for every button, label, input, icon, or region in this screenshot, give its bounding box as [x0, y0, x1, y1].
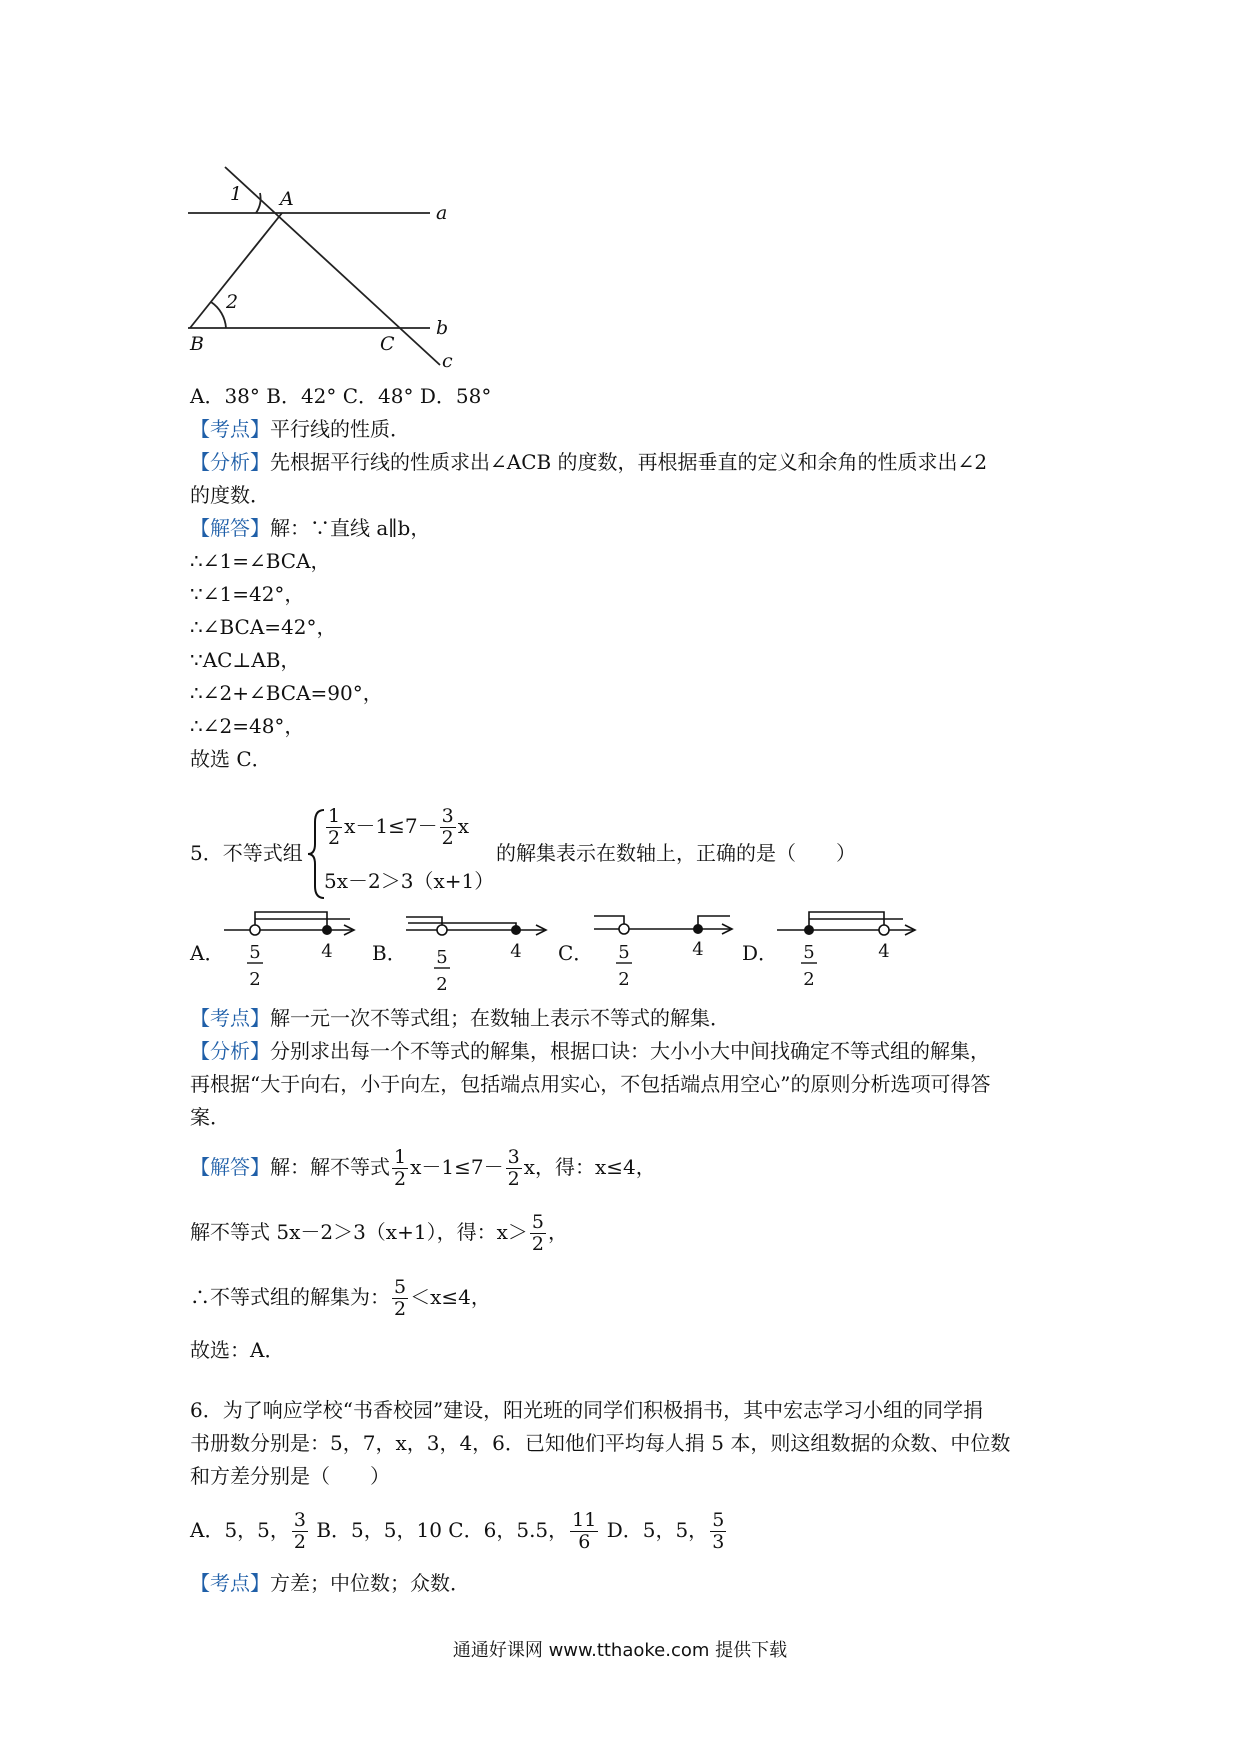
q6-kaodian: 【考点】方差；中位数；众数． [190, 1571, 470, 1595]
q4-options: A．38° B．42° C．48° D．58° [190, 384, 492, 408]
tick-4: 4 [692, 939, 704, 960]
page-footer: 通通好课网 www.tthaoke.com 提供下载 [452, 1640, 788, 1661]
q5-fenxi: 【分析】分别求出每一个不等式的解集，根据口诀：大小小大中间找确定不等式组的解集， [190, 1039, 990, 1063]
tick-4: 4 [321, 941, 333, 962]
option-label-b: B． [372, 941, 407, 965]
kaodian-tag: 【考点】 [190, 1006, 270, 1030]
jieda-text: 解：∵直线 a∥b， [270, 516, 431, 540]
q5-solution-3: ∴不等式组的解集为： $\frac{5}{2}$ ＜x≤4， [190, 1276, 491, 1320]
kaodian-tag: 【考点】 [190, 417, 270, 441]
inequality-1: $\frac{1}{2}$ x－1≤7－ $\frac{3}{2}$ x [328, 805, 469, 849]
label-angle-1: 1 [230, 183, 243, 205]
q4-step: ∵∠1=42°， [190, 582, 305, 606]
q4-fenxi [190, 449, 987, 475]
tick-frac-den: 2 [803, 969, 815, 990]
q4-step: ∵AC⊥AB， [190, 648, 301, 672]
q5-solution-2: 解不等式 5x－2＞3（x+1），得：x＞ $\frac{5}{2}$ ， [190, 1211, 568, 1255]
q5-prefix: 5．不等式组 [190, 841, 303, 865]
q5-kaodian: 【考点】解一元一次不等式组；在数轴上表示不等式的解集． [190, 1006, 730, 1030]
label-line-b: b [436, 317, 449, 339]
q5-answer: 故选：A． [190, 1338, 285, 1362]
jieda-tag: 【解答】 [190, 1155, 270, 1179]
q4-kaodian [190, 416, 410, 442]
fraction: $\frac{5}{2}$ [531, 1211, 544, 1255]
fraction: $\frac{11}{6}$ [572, 1509, 597, 1553]
tick-frac-den: 2 [249, 969, 261, 990]
option-label-d: D． [742, 941, 779, 965]
q5-solution-1: 【解答】解：解不等式 $\frac{1}{2}$ x－1≤7－ $\frac{3}{2}$ x，得：x≤4， [190, 1146, 656, 1190]
option-label-c: C． [558, 941, 594, 965]
numberline-option-d [775, 905, 925, 995]
tick-4: 4 [510, 941, 522, 962]
fraction: $\frac{3}{2}$ [441, 805, 454, 849]
q5-fenxi-cont: 再根据“大于向右，小于向左，包括端点用实心，不包括端点用空心”的原则分析选项可得答 [190, 1072, 991, 1096]
q4-step: ∴∠2+∠BCA=90°， [190, 681, 383, 705]
q4-step: ∴∠BCA=42°， [190, 615, 337, 639]
tick-4: 4 [878, 941, 890, 962]
fraction: $\frac{3}{2}$ [507, 1146, 520, 1190]
fenxi-text: 先根据平行线的性质求出∠ACB 的度数，再根据垂直的定义和余角的性质求出∠2 [270, 450, 988, 474]
numberline-option-c [592, 905, 742, 995]
q6-stem-3: 和方差分别是（ ） [190, 1464, 390, 1488]
numberline-option-b [404, 905, 554, 995]
jieda-tag: 【解答】 [190, 516, 270, 540]
kaodian-text: 平行线的性质． [270, 417, 410, 441]
q5-suffix: 的解集表示在数轴上，正确的是（ ） [496, 841, 856, 865]
tick-frac-den: 2 [436, 974, 448, 995]
tick-frac-num: 5 [803, 942, 815, 963]
fenxi-tag: 【分析】 [190, 1039, 270, 1063]
fraction: $\frac{5}{3}$ [712, 1509, 725, 1553]
fraction: $\frac{5}{2}$ [394, 1276, 407, 1320]
numberline-option-a [222, 905, 362, 995]
inequality-2: 5x－2＞3（x+1） [324, 869, 495, 893]
q4-answer: 故选 C． [190, 747, 272, 771]
tick-frac-num: 5 [436, 947, 448, 968]
q4-step: ∴∠2=48°， [190, 714, 305, 738]
q6-stem-2: 书册数分别是：5，7，x，3，4，6．已知他们平均每人捐 5 本，则这组数据的众数、中位数 [190, 1431, 1011, 1455]
label-point-a: A [280, 188, 294, 210]
label-angle-2: 2 [226, 291, 239, 313]
fraction: $\frac{3}{2}$ [293, 1509, 306, 1553]
fraction: $\frac{1}{2}$ [328, 805, 341, 849]
label-line-a: a [436, 202, 448, 224]
q5-fenxi-end: 案． [190, 1105, 230, 1129]
label-point-b: B [190, 333, 204, 355]
label-point-c: C [380, 333, 395, 355]
tick-frac-den: 2 [618, 969, 630, 990]
tick-frac-num: 5 [249, 942, 261, 963]
option-label-a: A． [190, 941, 225, 965]
fraction: $\frac{1}{2}$ [394, 1146, 407, 1190]
q4-step: ∴∠1=∠BCA， [190, 549, 331, 573]
q4-jieda [190, 515, 430, 541]
parallel-lines-figure [180, 155, 480, 370]
q4-fenxi-cont: 的度数． [190, 483, 270, 507]
fenxi-tag: 【分析】 [190, 450, 270, 474]
q6-options: A．5，5， $\frac{3}{2}$ B．5，5，10 C．6，5.5， $\frac{11}{6}$ D．5，5， $\frac{5}{3}$ [190, 1509, 725, 1553]
label-line-c: c [442, 350, 453, 370]
q6-stem-1: 6．为了响应学校“书香校园”建设，阳光班的同学们积极捐书，其中宏志学习小组的同学捐 [190, 1398, 984, 1422]
tick-frac-num: 5 [618, 942, 630, 963]
kaodian-tag: 【考点】 [190, 1571, 270, 1595]
